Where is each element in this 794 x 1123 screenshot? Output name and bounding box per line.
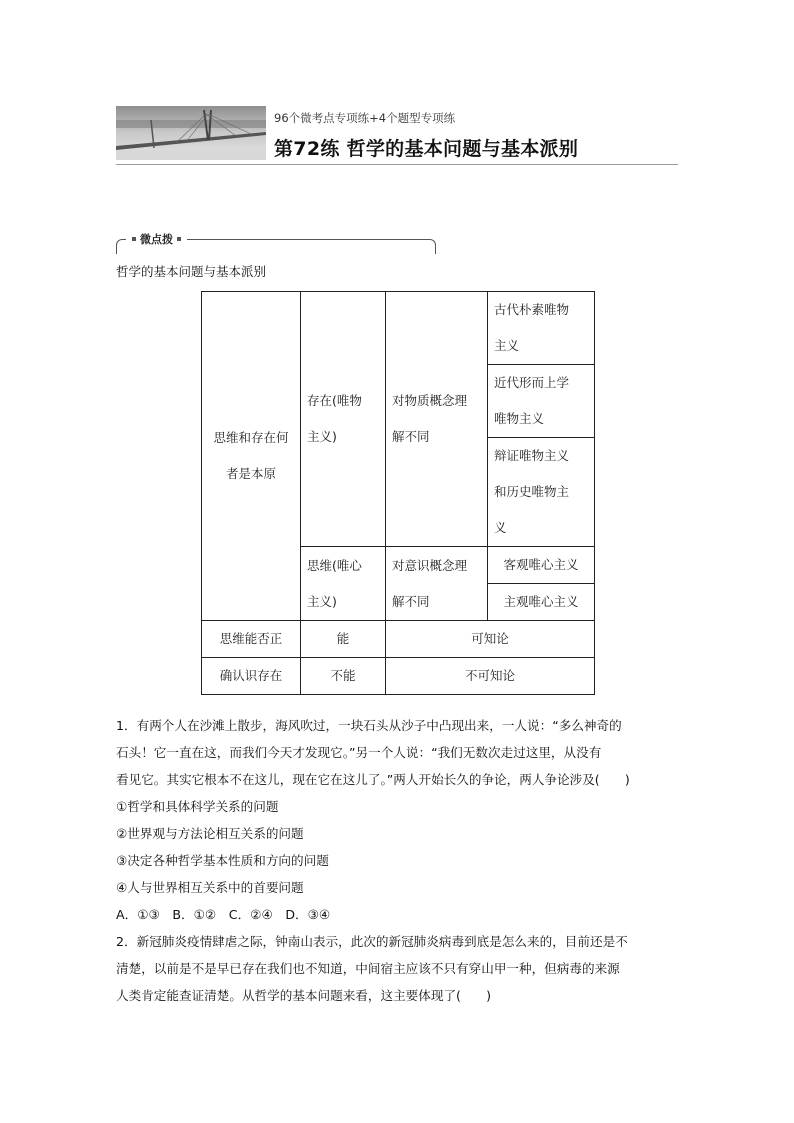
option-item: ②世界观与方法论相互关系的问题 xyxy=(116,826,304,841)
table-cell-agnosticism: 不可知论 xyxy=(386,658,595,695)
table-cell-ancient-materialism: 古代朴素唯物 主义 xyxy=(488,292,595,365)
page-title: 第72练 哲学的基本问题与基本派别 xyxy=(274,138,579,160)
table-cell-subjective-idealism: 主观唯心主义 xyxy=(488,584,595,621)
section-tag xyxy=(126,231,187,247)
table-row xyxy=(202,621,595,658)
answer-choices: A．①③ B．①② C．②④ D．③④ xyxy=(116,907,331,922)
square-bullet-icon xyxy=(177,237,181,241)
option-item: ③决定各种哲学基本性质和方向的问题 xyxy=(116,853,329,868)
table-cell-existence: 存在(唯物 主义) xyxy=(301,292,386,547)
table-cell-label-a: 思维能否正 xyxy=(202,621,301,658)
question-line: 看见它。其实它根本不在这儿，现在它在这儿了。”两人开始长久的争论，两人争论涉及( ) xyxy=(116,772,630,787)
table-cell-dialectical-materialism: 辩证唯物主义 和历史唯物主 义 xyxy=(488,438,595,547)
table-row xyxy=(202,658,595,695)
table-cell-thinking: 思维(唯心 主义) xyxy=(301,547,386,621)
table-cell-value-b: 不能 xyxy=(301,658,386,695)
table-cell-label-b: 确认识存在 xyxy=(202,658,301,695)
table-cell-consciousness: 对意识概念理 解不同 xyxy=(386,547,488,621)
header-bridge-image xyxy=(116,106,266,160)
question-1 xyxy=(116,712,682,928)
table-cell-value-a: 能 xyxy=(301,621,386,658)
section-heading: 哲学的基本问题与基本派别 xyxy=(116,264,267,279)
question-line: 石头！它一直在这，而我们今天才发现它。”另一个人说：“我们无数次走过这里，从没有 xyxy=(116,745,602,760)
option-item: ④人与世界相互关系中的首要问题 xyxy=(116,880,304,895)
header-subtitle: 96个微考点专项练+4个题型专项练 xyxy=(274,111,456,125)
question-line: 人类肯定能查证清楚。从哲学的基本问题来看，这主要体现了( ) xyxy=(116,988,492,1003)
square-bullet-icon xyxy=(132,237,136,241)
header-divider xyxy=(116,164,678,165)
question-line: 1．有两个人在沙滩上散步，海风吹过，一块石头从沙子中凸现出来，一人说：“多么神奇的 xyxy=(116,718,622,733)
philosophy-schools-table xyxy=(201,291,595,695)
table-cell-root: 思维和存在何 者是本原 xyxy=(202,292,301,621)
question-line: 2．新冠肺炎疫情肆虐之际，钟南山表示，此次的新冠肺炎病毒到底是怎么来的，目前还是不 xyxy=(116,934,628,949)
table-cell-matter: 对物质概念理 解不同 xyxy=(386,292,488,547)
question-2 xyxy=(116,928,682,1009)
option-item: ①哲学和具体科学关系的问题 xyxy=(116,799,279,814)
section-tag-label: 微点拨 xyxy=(140,233,173,246)
question-line: 清楚，以前是不是早已存在我们也不知道，中间宿主应该不只有穿山甲一种，但病毒的来源 xyxy=(116,961,620,976)
table-cell-agnostic-knowable: 可知论 xyxy=(386,621,595,658)
table-cell-objective-idealism: 客观唯心主义 xyxy=(488,547,595,584)
table-cell-metaphysical-materialism: 近代形而上学 唯物主义 xyxy=(488,365,595,438)
